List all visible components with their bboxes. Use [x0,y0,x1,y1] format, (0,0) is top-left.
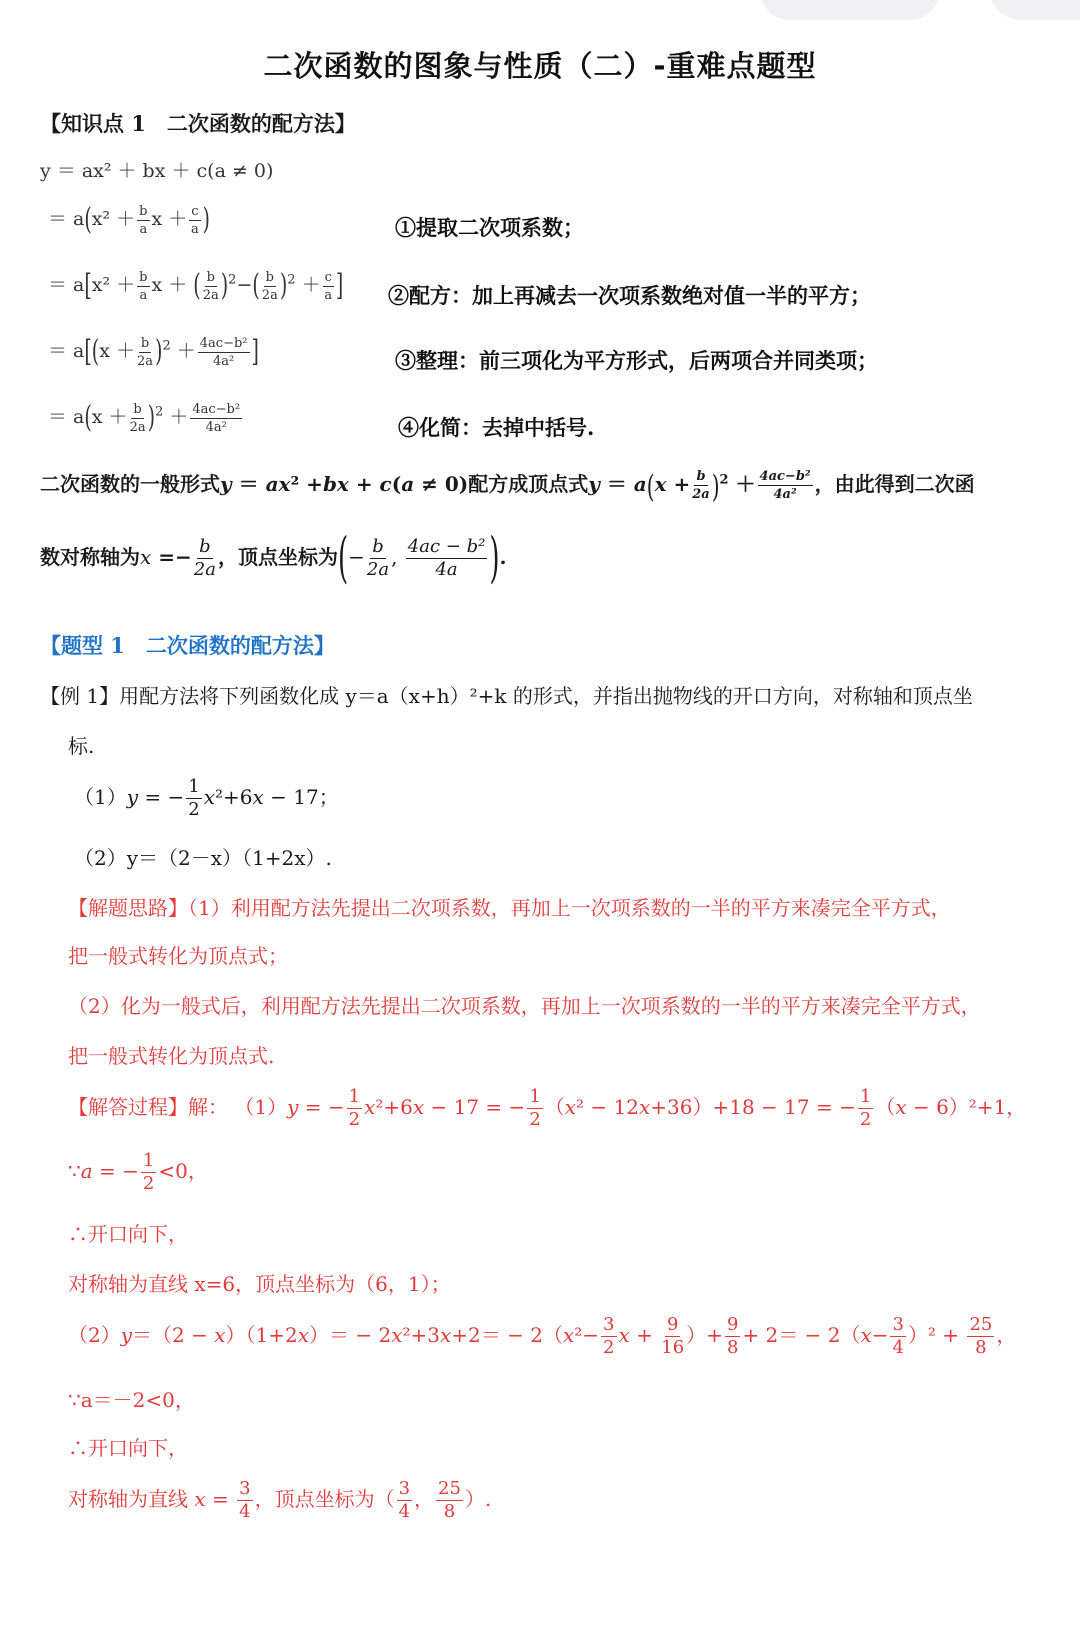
step-4: ④化简：去掉中括号. [398,415,595,440]
solution-line-2: ∵a = − $\frac{1}{2}$ <0， [68,1150,208,1194]
derivation-line-3: ＝ a[x² ＋ $\frac{b}{a}$ x ＋ ( $\frac{b}{2a}$ )$^2$−( $\frac{b}{2a}$ )$^2$ ＋ $\frac{c}{a}$ ] [48,268,344,303]
analysis-line-1: 【解题思路】（1）利用配方法先提出二次项系数，再加上一次项系数的一半的平方来凑完全平方式， [68,896,951,920]
step-1: ①提取二次项系数； [395,215,584,240]
derivation-line-4: ＝ a[(x ＋ $\frac{b}{2a}$ )$^2$ ＋ $\frac{\text{4ac−b²}}{\text{4a²}}$ ] [48,334,259,369]
derivation-line-5: ＝ a(x ＋ $\frac{b}{2a}$ )$^2$ ＋ $\frac{\text{4ac−b²}}{\text{4a²}}$ [48,400,241,435]
analysis-line-4: 把一般式转化为顶点式. [68,1044,275,1068]
question-1: （1）y = − $\frac{1}{2}$ x²+6x − 17； [74,776,339,820]
question-2: （2）y＝（2－x）（1+2x）. [74,846,332,870]
solution-line-6: ∵a＝－2<0， [68,1388,195,1412]
solution-line-3: ∴开口向下， [68,1222,188,1246]
summary-line-1: 二次函数的一般形式y ＝ ax² +bx + c(a ≠ 0)配方成顶点式y ＝ a(x + $\frac{b}{2a}$ )$^2$ ＋ $\frac{\text{4ac−b²}}{\text{4a²}}$ ，由此得到二次函 [40,466,975,505]
example-line-2: 标. [68,734,95,758]
derivation-line-2: ＝ a(x² ＋ $\frac{b}{a}$ x ＋ $\frac{c}{a}$ ) [48,202,210,237]
derivation-line-1: y ＝ ax² ＋ bx ＋ c(a ≠ 0) [40,160,274,182]
analysis-line-2: 把一般式转化为顶点式； [68,944,288,968]
solution-line-1: 【解答过程】解： （1）y = − $\frac{1}{2}$ x²+6x − 17 = − $\frac{1}{2}$ （x² − 12x+36）+18 − 17 = − $\frac{1}{2}$ （x − 6）²+1， [68,1086,1027,1130]
analysis-line-3: （2）化为一般式后，利用配方法先提出二次项系数，再加上一次项系数的一半的平方来凑完全平方式， [68,994,981,1018]
knowledge-heading: 【知识点 1 二次函数的配方法】 [40,111,356,136]
top-decoration [760,0,940,20]
solution-line-5: （2）y＝（2 − x）（1+2x）＝ − 2x²+3x+2＝ − 2（x²− $\frac{3}{2}$ x + $\frac{9}{16}$ ）+ $\frac{9}{8}$ + 2＝ − 2（x− $\frac{3}{4}$ ）² + $\frac{25}{8}$ ， [68,1314,1017,1358]
example-line-1: 【例 1】用配方法将下列函数化成 y＝a（x+h）²+k 的形式，并指出抛物线的开口方向，对称轴和顶点坐 [40,684,973,708]
type1-heading: 【题型 1 二次函数的配方法】 [40,633,335,658]
summary-line-2: 数对称轴为x =− $\frac{b}{2a}$ ，顶点坐标为(− $\frac{b}{2a}$ , $\frac{\text{4ac − b²}}{4a}$ ). [40,527,507,590]
top-decoration [990,0,1080,20]
solution-line-8: 对称轴为直线 x = $\frac{3}{4}$ ，顶点坐标为（ $\frac{3}{4}$ ， $\frac{25}{8}$ ）. [68,1478,492,1522]
solution-line-7: ∴开口向下， [68,1436,188,1460]
step-3: ③整理：前三项化为平方形式，后两项合并同类项； [395,348,878,373]
page-title: 二次函数的图象与性质（二）-重难点题型 [263,49,817,83]
solution-line-4: 对称轴为直线 x=6，顶点坐标为（6，1）； [68,1272,451,1296]
step-2: ②配方：加上再减去一次项系数绝对值一半的平方； [388,283,871,308]
